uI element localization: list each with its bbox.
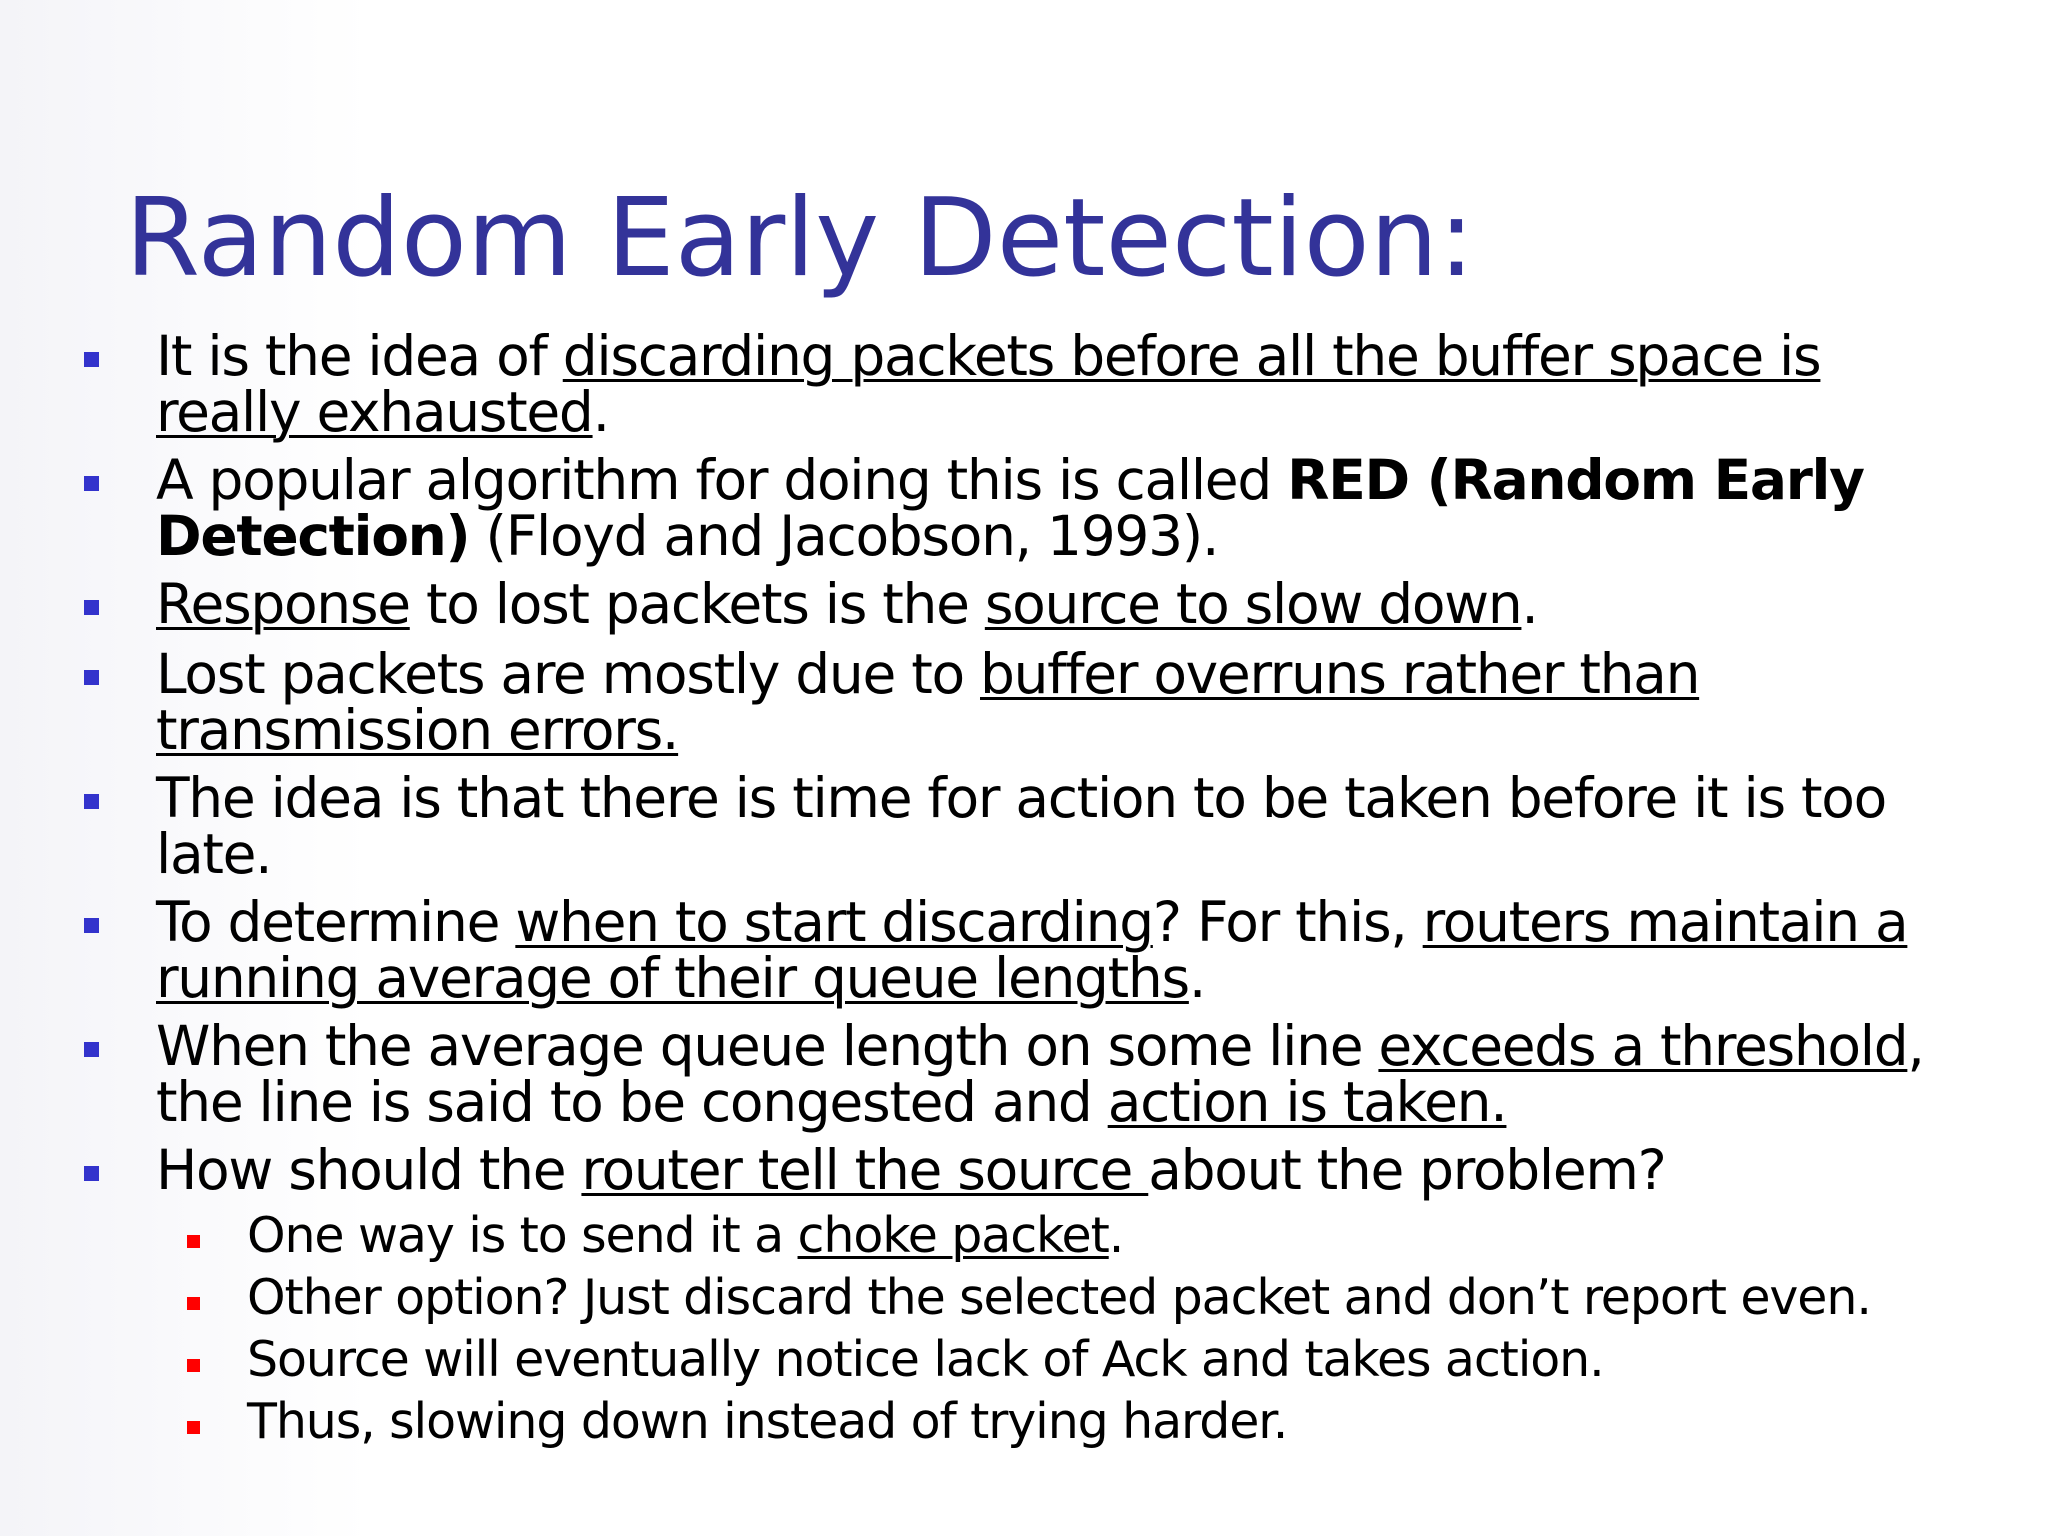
bullet-square-icon (84, 670, 99, 685)
bullet-square-icon (84, 600, 99, 615)
sub-bullet-item (247, 1208, 1947, 1264)
bullet-text: It is the idea of (156, 324, 563, 388)
bullet-text: When the average queue length on some line (156, 1014, 1379, 1078)
bullet-square-icon (84, 1042, 99, 1057)
bullet-text: The idea is that there is time for action to be taken before it is too late. (156, 766, 1886, 886)
sub-bullet-text: One way is to send it a (247, 1207, 798, 1264)
bullet-underlined-text: when to start discarding (515, 890, 1153, 954)
bullet-text: about the problem? (1148, 1138, 1666, 1202)
sub-bullet-item (247, 1332, 1947, 1388)
bullet-underlined-text: exceeds a threshold (1378, 1014, 1908, 1078)
bullet-underlined-text: routers maintain a running average of their queue lengths (156, 890, 1908, 1010)
bullet-bold-text: RED (Random Early Detection) (156, 448, 1864, 568)
sub-bullet-text: Thus, slowing down instead of trying harder. (247, 1393, 1288, 1450)
bullet-text: (Floyd and Jacobson, 1993). (469, 504, 1219, 568)
sub-bullet-square-icon (187, 1297, 200, 1310)
bullet-text: . (1521, 572, 1538, 636)
sub-bullet-underlined-text: choke packet (797, 1207, 1109, 1264)
sub-bullet-text: Other option? Just discard the selected packet and don’t report even. (247, 1269, 1871, 1326)
bullet-underlined-text: Response (156, 572, 410, 636)
bullet-text: To determine (156, 890, 516, 954)
bullet-item (156, 1014, 1956, 1134)
bullet-text: ? For this, (1152, 890, 1423, 954)
bullet-square-icon (84, 794, 99, 809)
slide-title: Random Early Detection: (125, 176, 1475, 301)
sub-bullet-item (247, 1394, 1947, 1450)
bullet-underlined-text: action is taken. (1107, 1070, 1507, 1134)
bullet-item (156, 572, 1956, 636)
sub-bullet-square-icon (187, 1235, 200, 1248)
sub-bullet-square-icon (187, 1359, 200, 1372)
bullet-underlined-text: router tell the source (581, 1138, 1149, 1202)
sub-bullet-item (247, 1270, 1947, 1326)
bullet-underlined-text: source to slow down (984, 572, 1522, 636)
bullet-square-icon (84, 1166, 99, 1181)
bullet-item (156, 890, 1956, 1010)
bullet-text: . (1188, 946, 1206, 1010)
bullet-item (156, 766, 1956, 886)
bullet-underlined-text: buffer overruns rather than transmission errors. (156, 642, 1700, 762)
bullet-text: , the line is said to be congested and (156, 1014, 1924, 1134)
bullet-text: A popular algorithm for doing this is called (156, 448, 1288, 512)
bullet-square-icon (84, 476, 99, 491)
bullet-underlined-text: discarding packets before all the buffer space is really exhausted (156, 324, 1821, 444)
bullet-text: . (592, 380, 609, 444)
bullet-item (156, 1138, 1956, 1202)
bullet-item (156, 324, 1956, 444)
bullet-text: Lost packets are mostly due to (156, 642, 980, 706)
bullet-square-icon (84, 918, 99, 933)
bullet-text: to lost packets is the (409, 572, 985, 636)
sub-bullet-text: Source will eventually notice lack of Ack and takes action. (247, 1331, 1604, 1388)
bullet-square-icon (84, 352, 99, 367)
bullet-item (156, 448, 1956, 568)
bullet-text: How should the (156, 1138, 582, 1202)
sub-bullet-text: . (1108, 1207, 1124, 1264)
sub-bullet-square-icon (187, 1421, 200, 1434)
bullet-item (156, 642, 1956, 762)
